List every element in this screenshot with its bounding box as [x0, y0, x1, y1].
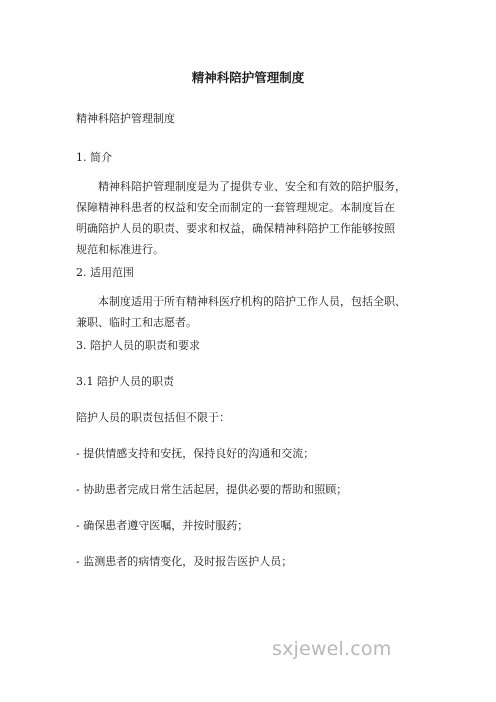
duty-item: - 监测患者的病情变化，及时报告医护人员； — [76, 555, 293, 568]
duty-item: - 确保患者遵守医嘱，并按时服药； — [76, 519, 249, 532]
document-subtitle: 精神科陪护管理制度 — [76, 112, 175, 125]
section-1-paragraph — [76, 176, 436, 260]
section-3-1-heading: 3.1 陪护人员的职责 — [76, 375, 174, 388]
duty-item: - 协助患者完成日常生活起居，提供必要的帮助和照顾； — [76, 483, 348, 496]
watermark: sxjewel.com — [272, 638, 392, 660]
paragraph-line: 兼职、临时工和志愿者。 — [76, 316, 197, 329]
section-3-heading: 3. 陪护人员的职责和要求 — [76, 339, 200, 352]
paragraph-line: 本制度适用于所有精神科医疗机构的陪护工作人员，包括全职、 — [98, 295, 406, 308]
paragraph-line: 保障精神科患者的权益和安全而制定的一套管理规定。本制度旨在 — [76, 201, 395, 214]
section-2-paragraph — [76, 291, 436, 333]
paragraph-line: 明确陪护人员的职责、要求和权益，确保精神科陪护工作能够按照 — [76, 222, 395, 235]
paragraph-line: 精神科陪护管理制度是为了提供专业、安全和有效的陪护服务， — [98, 180, 406, 193]
duties-intro: 陪护人员的职责包括但不限于： — [76, 411, 230, 424]
duty-item: - 提供情感支持和安抚，保持良好的沟通和交流； — [76, 447, 315, 460]
section-2-heading: 2. 适用范围 — [76, 266, 134, 279]
section-1-heading: 1. 简介 — [76, 151, 112, 164]
paragraph-line: 规范和标准进行。 — [76, 243, 164, 256]
document-title: 精神科陪护管理制度 — [191, 70, 305, 85]
